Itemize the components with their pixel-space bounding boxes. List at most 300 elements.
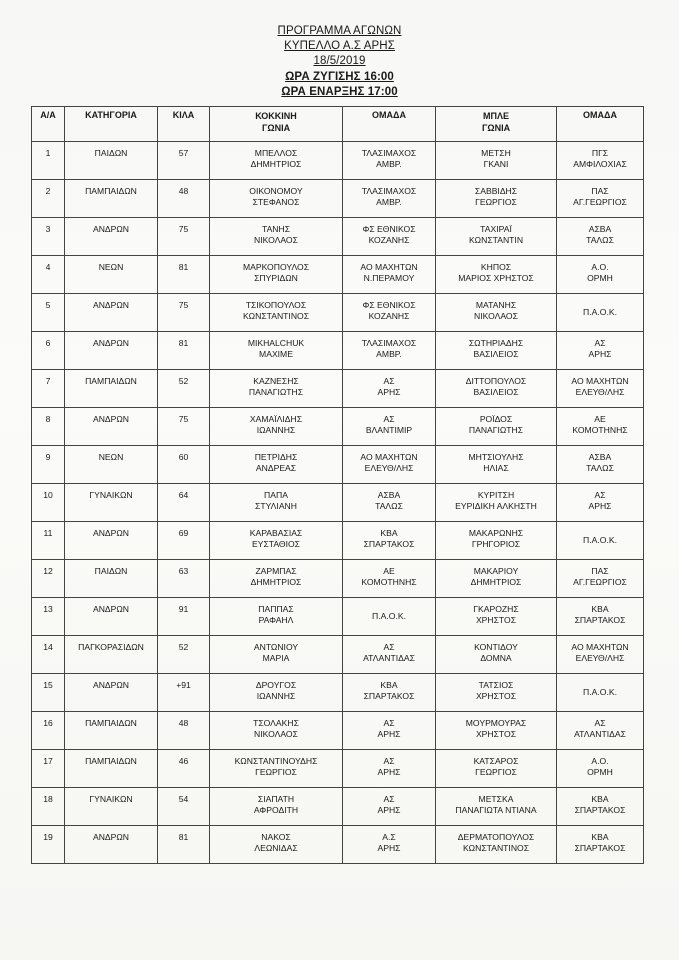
col-header-aa: Α/Α: [32, 107, 65, 142]
blue-corner-athlete: [436, 750, 557, 788]
red-corner-athlete-line: ΜΑΡΙΑ: [262, 653, 290, 663]
blue-corner-athlete: [436, 294, 557, 332]
red-corner-team: [343, 522, 436, 560]
weight-cell-text: 91: [178, 604, 189, 614]
category-cell: [65, 256, 158, 294]
blue-corner-team-line: ΑΣ: [594, 718, 606, 728]
start-time: ΩΡΑ ΕΝΑΡΞΗΣ 17:00: [281, 85, 398, 98]
blue-corner-team-line: Α.Ο.: [591, 262, 609, 272]
category-cell: [65, 484, 158, 522]
blue-corner-athlete-line: ΓΕΩΡΓΙΟΣ: [475, 767, 517, 777]
category-cell-text: ΑΝΔΡΩΝ: [92, 224, 130, 234]
weight-cell-text: 48: [178, 718, 189, 728]
blue-corner-athlete-line: ΔΕΡΜΑΤΟΠΟΥΛΟΣ: [457, 832, 535, 842]
blue-corner-athlete-line: ΗΛΙΑΣ: [483, 463, 509, 473]
blue-corner-athlete-line: ΜΕΤΣΚΑ: [478, 794, 514, 804]
blue-corner-team-line: Α.Ο.: [591, 756, 609, 766]
blue-corner-athlete-line: ΔΗΜΗΤΡΙΟΣ: [470, 577, 522, 587]
blue-corner-athlete-line: ΒΑΣΙΛΕΙΟΣ: [473, 387, 519, 397]
red-corner-athlete: [210, 788, 343, 826]
weight-cell: [158, 560, 210, 598]
weight-cell-text: +91: [176, 680, 191, 690]
weight-cell-text: 57: [178, 148, 189, 158]
category-cell: [65, 180, 158, 218]
blue-corner-athlete: [436, 332, 557, 370]
red-corner-team-line: ΑΜΒΡ.: [376, 349, 402, 359]
bout-number-text: 7: [45, 376, 51, 386]
blue-corner-athlete: [436, 788, 557, 826]
category-cell-text: ΓΥΝΑΙΚΩΝ: [89, 490, 133, 500]
red-corner-athlete-line: ΤΣΟΛΑΚΗΣ: [253, 718, 299, 728]
red-corner-team-line: ΣΠΑΡΤΑΚΟΣ: [363, 691, 415, 701]
col-header-kila: ΚΙΛΑ: [158, 107, 210, 142]
category-cell: [65, 294, 158, 332]
red-corner-athlete-line: ΕΥΣΤΑΘΙΟΣ: [251, 539, 300, 549]
category-cell: [65, 408, 158, 446]
weight-cell: [158, 750, 210, 788]
table-row: [32, 712, 644, 750]
red-corner-athlete: [210, 522, 343, 560]
bout-number: [32, 560, 65, 598]
red-corner-team-line: ΤΛΑΣΙΜΑΧΟΣ: [361, 338, 417, 348]
blue-corner-athlete: [436, 636, 557, 674]
category-cell: [65, 712, 158, 750]
bout-number-text: 13: [43, 604, 53, 614]
blue-corner-team-line: ΚΒΑ: [591, 604, 609, 614]
blue-corner-athlete-line: ΓΕΩΡΓΙΟΣ: [475, 197, 517, 207]
red-corner-athlete-line: ΝΙΚΟΛΑΟΣ: [254, 729, 298, 739]
weight-cell-text: 64: [178, 490, 189, 500]
category-cell: [65, 332, 158, 370]
red-corner-team-line: ΕΛΕΥΘ/ΛΗΣ: [364, 463, 414, 473]
red-corner-team-line: ΑΣ: [383, 718, 395, 728]
blue-corner-team-line: ΠΑΣ: [591, 186, 609, 196]
red-corner-athlete-line: ΔΡΟΥΓΟΣ: [255, 680, 297, 690]
red-corner-athlete: [210, 750, 343, 788]
red-corner-team-line: ΚΟΖΑΝΗΣ: [368, 235, 410, 245]
red-corner-athlete-line: ΠΑΠΑ: [264, 490, 288, 500]
red-corner-athlete-line: ΡΑΦΑΗΛ: [258, 615, 294, 625]
blue-corner-team-line: ΤΑΛΩΣ: [586, 235, 614, 245]
blue-corner-athlete-line: ΠΑΝΑΓΙΩΤΑ ΝΤΙΑΝΑ: [455, 805, 537, 815]
bout-number: [32, 636, 65, 674]
blue-corner-team: [557, 522, 644, 560]
red-corner-athlete-line: ΚΑΖΝΕΣΗΣ: [253, 376, 299, 386]
blue-corner-team-line: ΑΡΗΣ: [588, 501, 612, 511]
red-corner-team: [343, 750, 436, 788]
category-cell: [65, 522, 158, 560]
category-cell-text: ΑΝΔΡΩΝ: [92, 680, 130, 690]
red-corner-team: [343, 180, 436, 218]
blue-corner-athlete-line: ΡΟΪΔΟΣ: [479, 414, 513, 424]
blue-corner-athlete-line: ΚΥΡΙΤΣΗ: [477, 490, 515, 500]
weight-cell-text: 54: [178, 794, 189, 804]
blue-corner-team-line: ΑΡΗΣ: [588, 349, 612, 359]
bout-number: [32, 712, 65, 750]
category-cell-text: ΠΑΙΔΩΝ: [94, 566, 128, 576]
bout-number-text: 6: [45, 338, 51, 348]
table-row: [32, 180, 644, 218]
blue-corner-team-line: ΚΒΑ: [591, 794, 609, 804]
blue-corner-team: [557, 712, 644, 750]
red-corner-team-line: ΤΑΛΩΣ: [375, 501, 403, 511]
bout-number-text: 8: [45, 414, 51, 424]
blue-corner-team-line: ΑΣΒΑ: [588, 452, 612, 462]
table-row: [32, 598, 644, 636]
blue-corner-athlete-line: ΔΙΤΤΟΠΟΥΛΟΣ: [465, 376, 527, 386]
blue-corner-athlete: [436, 408, 557, 446]
red-corner-athlete: [210, 294, 343, 332]
red-corner-team-line: ΦΣ ΕΘΝΙΚΟΣ: [362, 224, 416, 234]
bout-number: [32, 332, 65, 370]
weight-cell-text: 48: [178, 186, 189, 196]
weight-cell: [158, 408, 210, 446]
blue-corner-athlete: [436, 142, 557, 180]
red-corner-athlete-line: ΟΙΚΟΝΟΜΟΥ: [249, 186, 303, 196]
red-corner-team-line: ΑΕ: [383, 566, 395, 576]
blue-corner-team-line: ΟΡΜΗ: [587, 273, 613, 283]
category-cell-text: ΠΑΓΚΟΡΑΣΙΔΩΝ: [78, 642, 144, 652]
blue-corner-team-line: ΤΑΛΩΣ: [586, 463, 614, 473]
weight-cell-text: 63: [178, 566, 189, 576]
red-corner-team: [343, 712, 436, 750]
red-corner-athlete-line: ΜΠΕΛΛΟΣ: [254, 148, 298, 158]
category-cell: [65, 826, 158, 864]
bout-number: [32, 256, 65, 294]
blue-corner-athlete-line: ΒΑΣΙΛΕΙΟΣ: [473, 349, 519, 359]
table-row: [32, 636, 644, 674]
red-corner-athlete-line: ΤΣΙΚΟΠΟΥΛΟΣ: [245, 300, 307, 310]
blue-corner-team-line: ΣΠΑΡΤΑΚΟΣ: [574, 843, 626, 853]
bout-number-text: 1: [45, 148, 51, 158]
weight-cell: [158, 522, 210, 560]
bout-number-text: 18: [43, 794, 53, 804]
blue-corner-team-line: ΑΓ.ΓΕΩΡΓΙΟΣ: [573, 197, 627, 207]
red-corner-team: [343, 408, 436, 446]
blue-corner-athlete: [436, 560, 557, 598]
weight-cell: [158, 788, 210, 826]
red-corner-athlete-line: ΠΕΤΡΙΔΗΣ: [254, 452, 298, 462]
blue-corner-athlete-line: ΧΡΗΣΤΟΣ: [475, 729, 517, 739]
blue-corner-athlete: [436, 180, 557, 218]
blue-corner-athlete: [436, 598, 557, 636]
weight-cell-text: 75: [178, 414, 189, 424]
category-cell-text: ΑΝΔΡΩΝ: [92, 414, 130, 424]
table-row: [32, 484, 644, 522]
blue-corner-team-line: ΣΠΑΡΤΑΚΟΣ: [574, 615, 626, 625]
bout-number-text: 14: [43, 642, 53, 652]
weight-cell-text: 75: [178, 224, 189, 234]
red-corner-athlete: [210, 408, 343, 446]
blue-corner-team-line: ΕΛΕΥΘ/ΛΗΣ: [575, 387, 625, 397]
col-header-red-line2: ΓΩΝΙΑ: [261, 123, 291, 133]
col-header-category: ΚΑΤΗΓΟΡΙΑ: [65, 107, 158, 142]
blue-corner-athlete: [436, 370, 557, 408]
red-corner-athlete-line: ΣΤΥΛΙΑΝΗ: [255, 501, 297, 511]
table-row: [32, 370, 644, 408]
weight-cell-text: 81: [178, 262, 189, 272]
blue-corner-athlete-line: ΓΚΑΝΙ: [483, 159, 509, 169]
category-cell: [65, 370, 158, 408]
blue-corner-team-line: ΑΤΛΑΝΤΙΔΑΣ: [574, 729, 626, 739]
blue-corner-team-line: ΑΟ ΜΑΧΗΤΩΝ: [571, 642, 629, 652]
blue-corner-athlete-line: ΣΑΒΒΙΔΗΣ: [474, 186, 518, 196]
bout-number: [32, 180, 65, 218]
weight-cell: [158, 712, 210, 750]
category-cell-text: ΑΝΔΡΩΝ: [92, 604, 130, 614]
red-corner-team-line: ΑΜΒΡ.: [376, 159, 402, 169]
event-name: ΚΥΠΕΛΛΟ Α.Σ ΑΡΗΣ: [284, 40, 395, 53]
red-corner-team: [343, 636, 436, 674]
red-corner-team-line: ΑΣ: [383, 756, 395, 766]
blue-corner-athlete: [436, 484, 557, 522]
red-corner-team: [343, 446, 436, 484]
category-cell: [65, 788, 158, 826]
document-title: ΠΡΟΓΡΑΜΜΑ ΑΓΩΝΩΝ: [277, 25, 402, 37]
blue-corner-athlete-line: ΣΩΤΗΡΙΑΔΗΣ: [468, 338, 524, 348]
red-corner-athlete-line: ΑΝΤΩΝΙΟΥ: [253, 642, 299, 652]
col-header-blue-line1: ΜΠΛΕ: [482, 111, 509, 121]
bouts-table: [31, 106, 644, 864]
red-corner-athlete: [210, 674, 343, 712]
blue-corner-athlete-line: ΓΚΑΡΟΖΗΣ: [473, 604, 519, 614]
blue-corner-athlete-line: ΝΙΚΟΛΑΟΣ: [474, 311, 518, 321]
blue-corner-team-line: ΑΣ: [594, 338, 606, 348]
blue-corner-athlete-line: ΜΗΤΣΙΟΥΛΗΣ: [468, 452, 524, 462]
col-header-team-red: ΟΜΑΔΑ: [343, 107, 436, 142]
weight-cell-text: 81: [178, 338, 189, 348]
bout-number-text: 15: [43, 680, 53, 690]
red-corner-team-line: ΑΣ: [383, 642, 395, 652]
table-row: [32, 408, 644, 446]
blue-corner-team-line: ΑΓ.ΓΕΩΡΓΙΟΣ: [573, 577, 627, 587]
red-corner-team: [343, 788, 436, 826]
red-corner-athlete: [210, 484, 343, 522]
blue-corner-team: [557, 180, 644, 218]
red-corner-team-line: ΤΛΑΣΙΜΑΧΟΣ: [361, 186, 417, 196]
weight-cell: [158, 294, 210, 332]
blue-corner-athlete-line: ΧΡΗΣΤΟΣ: [475, 615, 517, 625]
weight-cell: [158, 142, 210, 180]
category-cell: [65, 560, 158, 598]
blue-corner-team-line: ΚΟΜΟΤΗΝΗΣ: [572, 425, 628, 435]
table-row: [32, 218, 644, 256]
blue-corner-team: [557, 408, 644, 446]
red-corner-team: [343, 256, 436, 294]
red-corner-team-line: ΤΛΑΣΙΜΑΧΟΣ: [361, 148, 417, 158]
table-row: [32, 446, 644, 484]
blue-corner-team: [557, 218, 644, 256]
red-corner-team-line: ΑΡΗΣ: [377, 387, 401, 397]
weight-cell-text: 75: [178, 300, 189, 310]
blue-corner-team-line: ΕΛΕΥΘ/ΛΗΣ: [575, 653, 625, 663]
blue-corner-team: [557, 294, 644, 332]
blue-corner-team-line: Π.Α.Ο.Κ.: [583, 307, 617, 317]
blue-corner-athlete-line: ΧΡΗΣΤΟΣ: [475, 691, 517, 701]
blue-corner-team: [557, 142, 644, 180]
red-corner-athlete-line: ΜΑΡΚΟΠΟΥΛΟΣ: [242, 262, 310, 272]
blue-corner-athlete-line: ΜΑΚΑΡΙΟΥ: [473, 566, 519, 576]
blue-corner-athlete-line: ΤΑΤΣΙΟΣ: [478, 680, 514, 690]
red-corner-team: [343, 674, 436, 712]
table-row: [32, 256, 644, 294]
red-corner-athlete-line: MIKHALCHUK: [247, 338, 305, 348]
red-corner-athlete-line: ΣΙΑΠΑΤΗ: [257, 794, 295, 804]
bout-number: [32, 788, 65, 826]
weight-cell-text: 52: [178, 376, 189, 386]
bout-number: [32, 294, 65, 332]
red-corner-athlete-line: ΑΝΔΡΕΑΣ: [255, 463, 297, 473]
weight-cell: [158, 370, 210, 408]
red-corner-athlete: [210, 560, 343, 598]
red-corner-athlete: [210, 826, 343, 864]
category-cell-text: ΓΥΝΑΙΚΩΝ: [89, 794, 133, 804]
red-corner-athlete-line: ΤΑΝΗΣ: [261, 224, 291, 234]
blue-corner-athlete-line: ΕΥΡΙΔΙΚΗ ΑΛΚΗΣΤΗ: [455, 501, 537, 511]
red-corner-team: [343, 484, 436, 522]
category-cell-text: ΑΝΔΡΩΝ: [92, 338, 130, 348]
weight-cell-text: 60: [178, 452, 189, 462]
red-corner-team: [343, 294, 436, 332]
table-row: [32, 142, 644, 180]
blue-corner-athlete-line: ΜΕΤΣΗ: [481, 148, 511, 158]
red-corner-athlete-line: ΝΙΚΟΛΑΟΣ: [254, 235, 298, 245]
blue-corner-team: [557, 370, 644, 408]
blue-corner-athlete-line: ΓΡΗΓΟΡΙΟΣ: [471, 539, 521, 549]
col-header-blue-line2: ΓΩΝΙΑ: [481, 123, 511, 133]
bout-number-text: 10: [43, 490, 53, 500]
red-corner-athlete: [210, 332, 343, 370]
red-corner-team-line: ΑΡΗΣ: [377, 805, 401, 815]
blue-corner-team-line: ΠΓΣ: [591, 148, 609, 158]
red-corner-athlete-line: ΚΩΝΣΤΑΝΤΙΝΟΣ: [242, 311, 310, 321]
red-corner-team-line: ΑΜΒΡ.: [376, 197, 402, 207]
red-corner-team-line: ΑΣ: [383, 376, 395, 386]
table-row: [32, 332, 644, 370]
blue-corner-team-line: ΚΒΑ: [591, 832, 609, 842]
red-corner-athlete-line: MAXIME: [259, 349, 293, 359]
blue-corner-team: [557, 256, 644, 294]
blue-corner-team-line: ΑΕ: [594, 414, 606, 424]
col-header-team-blue: ΟΜΑΔΑ: [557, 107, 644, 142]
blue-corner-athlete-line: ΜΟΥΡΜΟΥΡΑΣ: [465, 718, 527, 728]
red-corner-athlete-line: ΙΩΑΝΝΗΣ: [256, 425, 296, 435]
red-corner-team-line: ΑΡΗΣ: [377, 729, 401, 739]
red-corner-athlete-line: ΖΑΡΜΠΑΣ: [255, 566, 297, 576]
bout-number: [32, 522, 65, 560]
table-row: [32, 750, 644, 788]
blue-corner-athlete: [436, 826, 557, 864]
table-row: [32, 560, 644, 598]
blue-corner-team: [557, 332, 644, 370]
table-row: [32, 522, 644, 560]
category-cell-text: ΠΑΙΔΩΝ: [94, 148, 128, 158]
red-corner-athlete-line: ΚΑΡΑΒΑΣΙΑΣ: [249, 528, 303, 538]
red-corner-team-line: Α.Σ: [382, 832, 396, 842]
blue-corner-team: [557, 826, 644, 864]
blue-corner-team-line: ΠΑΣ: [591, 566, 609, 576]
red-corner-team-line: ΚΟΜΟΤΗΝΗΣ: [361, 577, 417, 587]
blue-corner-athlete: [436, 256, 557, 294]
blue-corner-athlete-line: ΚΩΝΣΤΑΝΤΙΝΟΣ: [462, 843, 530, 853]
category-cell-text: ΑΝΔΡΩΝ: [92, 300, 130, 310]
red-corner-athlete: [210, 142, 343, 180]
red-corner-athlete: [210, 370, 343, 408]
blue-corner-team: [557, 484, 644, 522]
category-cell-text: ΠΑΜΠΑΙΔΩΝ: [85, 718, 137, 728]
red-corner-athlete: [210, 636, 343, 674]
weight-cell: [158, 484, 210, 522]
red-corner-team-line: ΑΣΒΑ: [377, 490, 401, 500]
category-cell-text: ΠΑΜΠΑΙΔΩΝ: [85, 376, 137, 386]
table-body: [32, 142, 644, 864]
blue-corner-team: [557, 674, 644, 712]
blue-corner-team: [557, 750, 644, 788]
blue-corner-athlete-line: ΜΑΡΙΟΣ ΧΡΗΣΤΟΣ: [458, 273, 534, 283]
weight-cell-text: 69: [178, 528, 189, 538]
blue-corner-team-line: Π.Α.Ο.Κ.: [583, 687, 617, 697]
red-corner-team-line: Ν.ΠΕΡΑΜΟΥ: [363, 273, 415, 283]
category-cell-text: ΠΑΜΠΑΙΔΩΝ: [85, 756, 137, 766]
red-corner-team-line: ΦΣ ΕΘΝΙΚΟΣ: [362, 300, 416, 310]
blue-corner-athlete-line: ΔΟΜΝΑ: [480, 653, 512, 663]
red-corner-athlete-line: ΛΕΩΝΙΔΑΣ: [254, 843, 298, 853]
red-corner-athlete-line: ΑΦΡΟΔΙΤΗ: [253, 805, 299, 815]
red-corner-team: [343, 598, 436, 636]
blue-corner-athlete-line: ΚΩΝΣΤΑΝΤΙΝ: [468, 235, 524, 245]
bout-number: [32, 484, 65, 522]
col-header-red-corner: [210, 107, 343, 142]
bout-number: [32, 142, 65, 180]
red-corner-team-line: ΑΟ ΜΑΧΗΤΩΝ: [360, 452, 418, 462]
red-corner-athlete-line: ΠΑΝΑΓΙΩΤΗΣ: [248, 387, 304, 397]
bout-number: [32, 408, 65, 446]
blue-corner-athlete: [436, 712, 557, 750]
weight-cell: [158, 826, 210, 864]
weight-cell: [158, 446, 210, 484]
bout-number-text: 12: [43, 566, 53, 576]
red-corner-athlete-line: ΙΩΑΝΝΗΣ: [256, 691, 296, 701]
bout-number: [32, 674, 65, 712]
bout-number-text: 17: [43, 756, 53, 766]
red-corner-team-line: ΚΒΑ: [380, 680, 398, 690]
category-cell-text: ΝΕΩΝ: [98, 452, 124, 462]
weight-cell: [158, 636, 210, 674]
red-corner-team-line: Π.Α.Ο.Κ.: [372, 611, 406, 621]
red-corner-team-line: ΣΠΑΡΤΑΚΟΣ: [363, 539, 415, 549]
red-corner-team: [343, 332, 436, 370]
category-cell: [65, 446, 158, 484]
blue-corner-team-line: ΑΟ ΜΑΧΗΤΩΝ: [571, 376, 629, 386]
weight-cell-text: 81: [178, 832, 189, 842]
weight-cell: [158, 598, 210, 636]
bout-number: [32, 370, 65, 408]
red-corner-team: [343, 826, 436, 864]
category-cell: [65, 636, 158, 674]
red-corner-athlete-line: ΣΠΥΡΙΔΩΝ: [254, 273, 298, 283]
blue-corner-team-line: ΟΡΜΗ: [587, 767, 613, 777]
blue-corner-athlete-line: ΠΑΝΑΓΙΩΤΗΣ: [468, 425, 524, 435]
blue-corner-team: [557, 560, 644, 598]
red-corner-team-line: ΑΟ ΜΑΧΗΤΩΝ: [360, 262, 418, 272]
red-corner-athlete-line: ΧΑΜΑΪΛΙΔΗΣ: [249, 414, 303, 424]
bout-number: [32, 598, 65, 636]
bout-number-text: 5: [45, 300, 51, 310]
bout-number-text: 3: [45, 224, 51, 234]
table-row: [32, 674, 644, 712]
category-cell: [65, 674, 158, 712]
weight-cell-text: 46: [178, 756, 189, 766]
